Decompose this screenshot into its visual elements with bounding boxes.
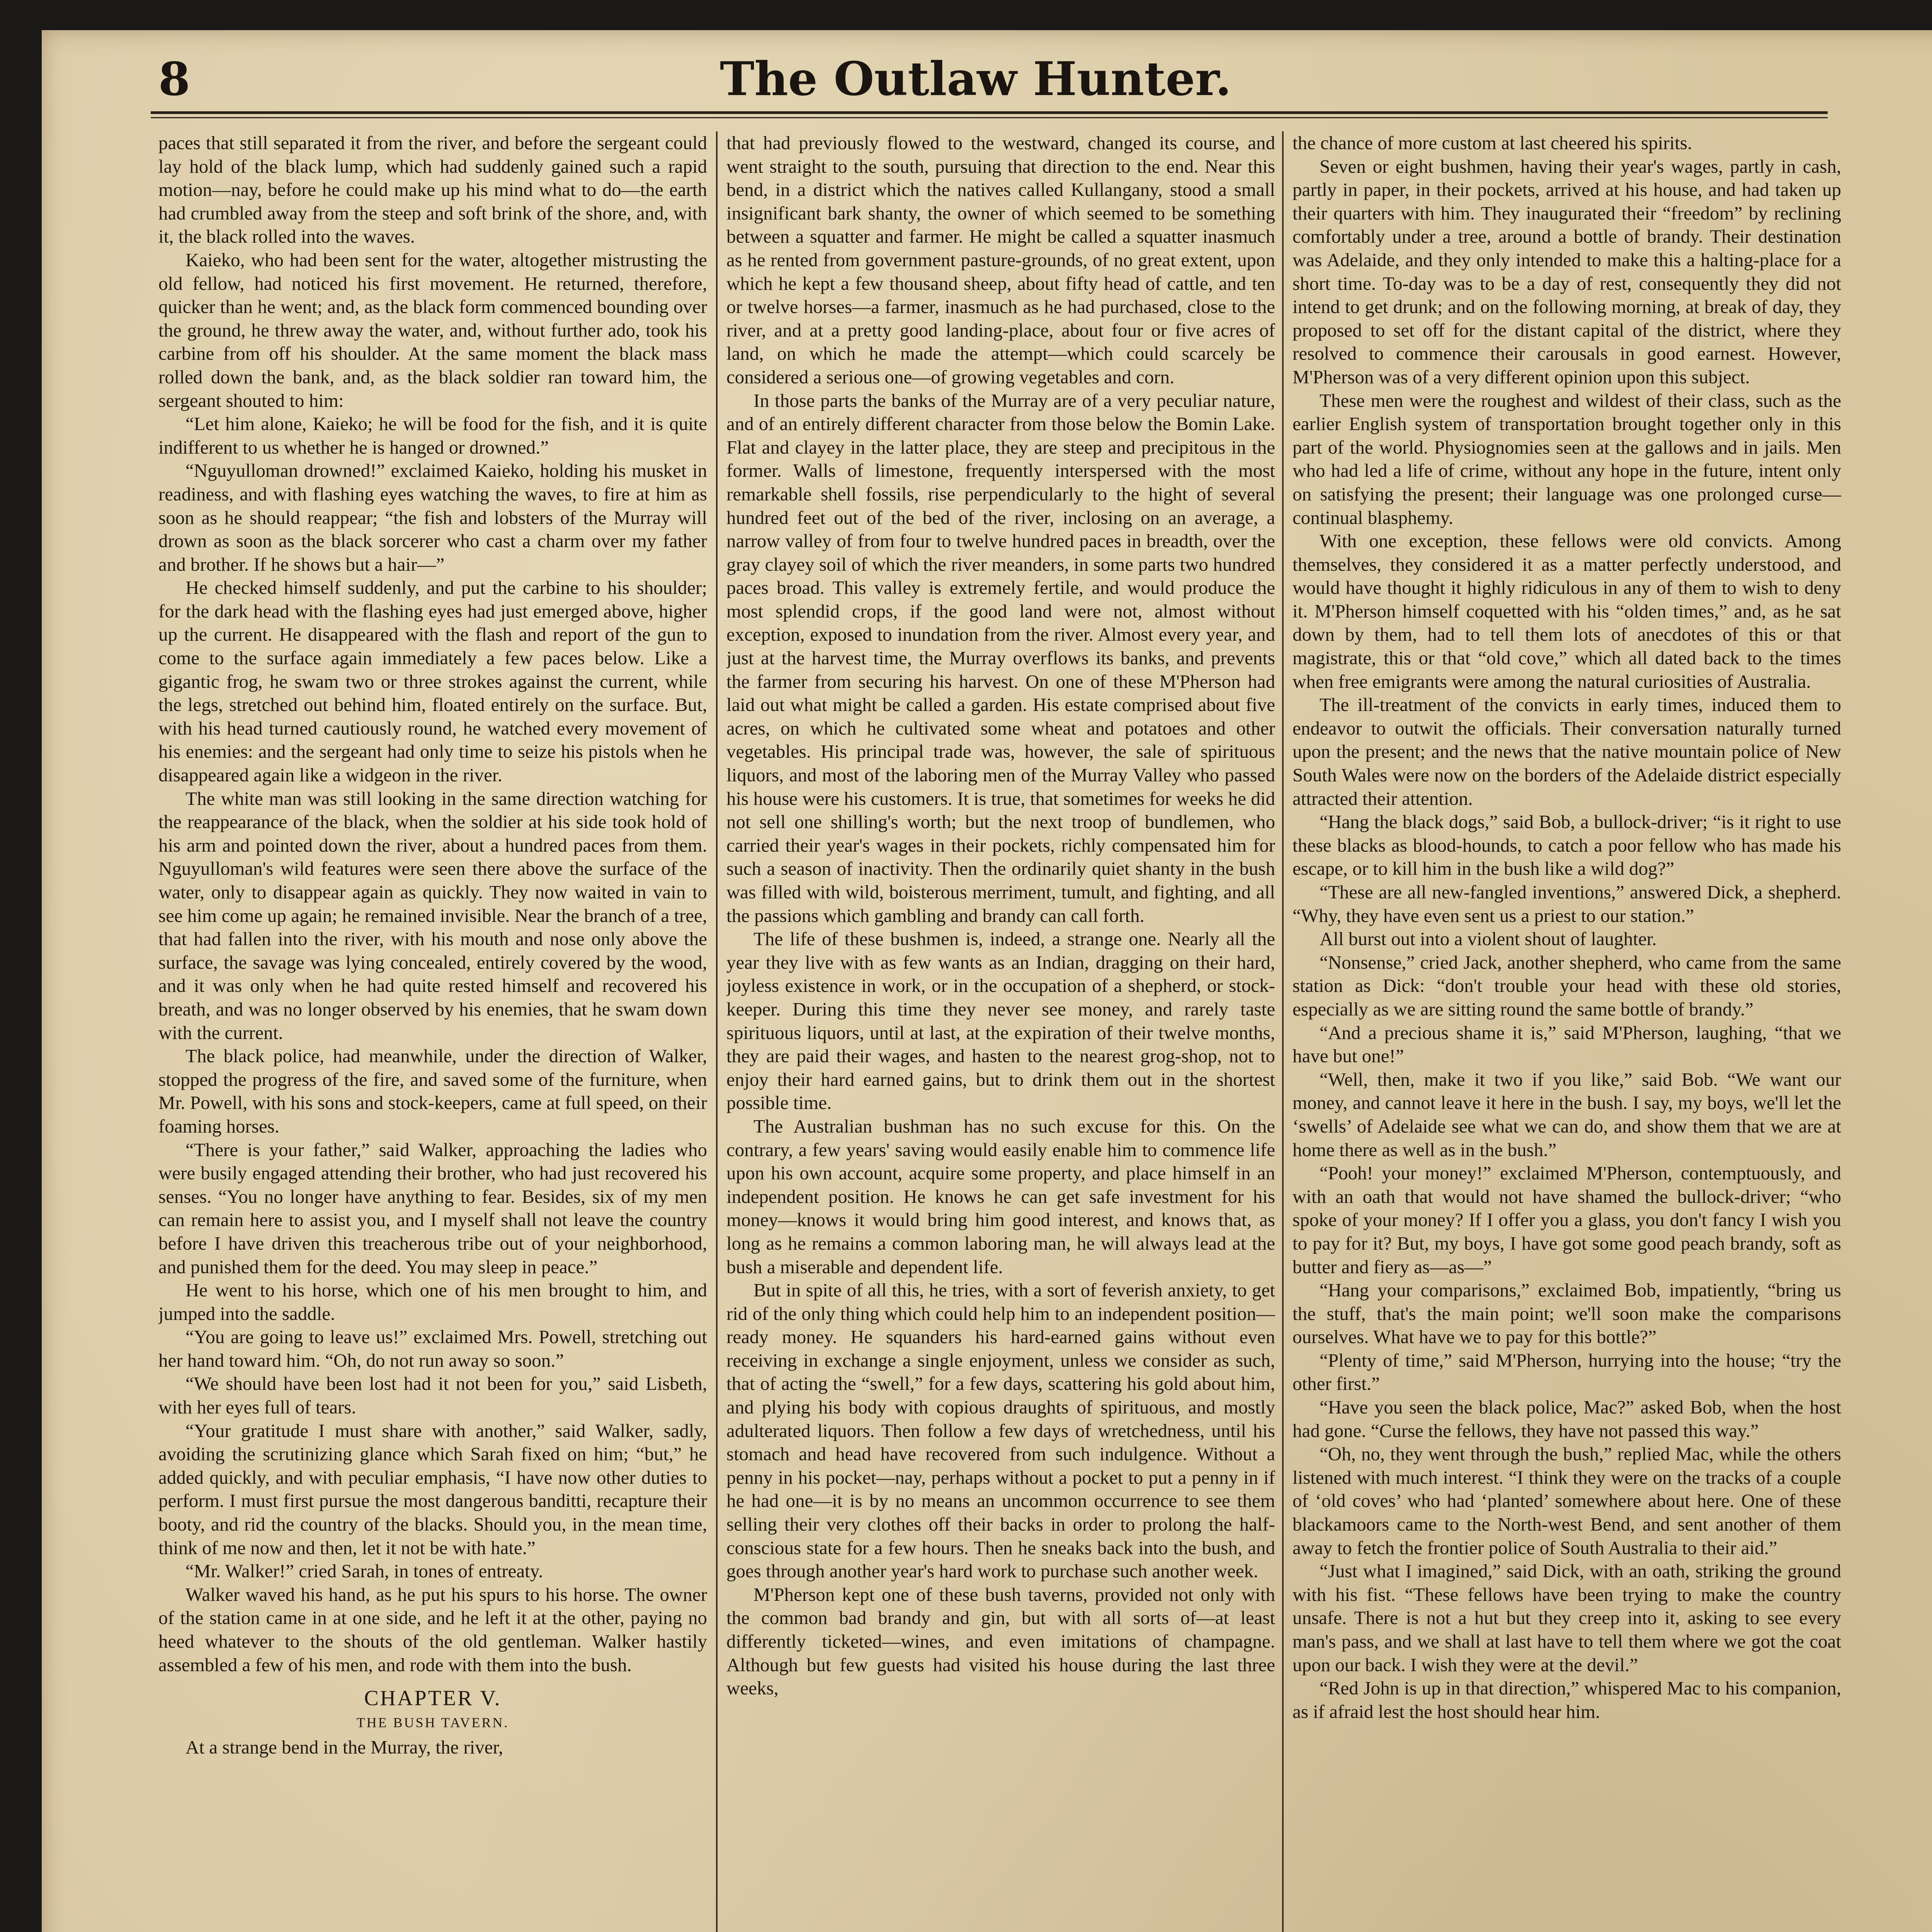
- article-paragraph: “There is your father,” said Walker, approaching the ladies who were busily engaged attending their brother, who had just recovered his senses. “You no longer have anything to fear. Besides, six of my men can remain here to assist you, and I myself shall not leave the country before I have driven this treacherous tribe out of your neighborhood, and punished them for the deed. You may sleep in peace.”: [158, 1139, 707, 1277]
- article-paragraph: The life of these bushmen is, indeed, a strange one. Nearly all the year they live with as few wants as an Indian, dragging on their hard, joyless existence in work, or in the occupation of a shepherd, or stock-keeper. During this time they never see money, and rarely taste spirituous liquors, until at last, at the expiration of their twelve months, they are paid their wages, and hasten to the nearest grog-shop, not to enjoy their hard earned gains, but to drink them out in the shortest possible time.: [726, 928, 1275, 1114]
- article-paragraph: “Just what I imagined,” said Dick, with an oath, striking the ground with his fist. “These fellows have been trying to make the country unsafe. There is not a hut but they creep into it, asking to see every man's pass, and we shall at last have to tell them where we got the coat upon our back. I wish they were at the devil.”: [1293, 1560, 1841, 1675]
- article-paragraph: With one exception, these fellows were old convicts. Among themselves, they considered it as a matter perfectly understood, and would have thought it highly ridiculous in any of them to wish to deny it. M'Pherson himself coquetted with his “olden times,” and, as he sat down by them, had to tell them lots of anecdotes of this or that magistrate, this or that “old cove,” which all dated back to the times when free emigrants were among the natural curiosities of Australia.: [1293, 530, 1841, 692]
- article-paragraph: All burst out into a violent shout of laughter.: [1320, 928, 1657, 950]
- article-paragraph: “Well, then, make it two if you like,” said Bob. “We want our money, and cannot leave it here in the bush. I say, my boys, we'll let the ‘swells’ of Adelaide see what we can do, and show them that we are at home there as well as in the bush.”: [1293, 1068, 1841, 1160]
- article-paragraph: “These are all new-fangled inventions,” answered Dick, a shepherd. “Why, they have even sent us a priest to our station.”: [1293, 881, 1841, 926]
- article-paragraph: The black police, had meanwhile, under the direction of Walker, stopped the progress of the fire, and saved some of the furniture, when Mr. Powell, with his sons and stock-keepers, came at full speed, on their foaming horses.: [158, 1045, 707, 1137]
- article-paragraph: “Oh, no, they went through the bush,” replied Mac, while the others listened with much interest. “I think they were on the tracks of a couple of ‘old coves’ who had ‘planted’ somewhere about here. One of these blackamoors came to the North-west Bend, and sent another of them away to fetch the frontier police of South Australia to their aid.”: [1293, 1443, 1841, 1558]
- article-paragraph: “And a precious shame it is,” said M'Pherson, laughing, “that we have but one!”: [1293, 1022, 1841, 1067]
- article-paragraph: But in spite of all this, he tries, with a sort of feverish anxiety, to get rid of the only thing which could help him to an independent position—ready money. He squanders his hard-earned gains without even receiving in exchange a single enjoyment, unless we consider as such, that of acting the “swell,” for a few days, scattering his gold about him, and plying his body with copious draughts of spirituous, and mostly adulterated liquors. Then follow a few days of wretchedness, until his stomach and head have recovered from such indulgence. Without a penny in his pocket—nay, perhaps without a pocket to put a penny in if he had one—it is by no means an uncommon occurrence to see them selling their very clothes off their backs in order to prolong the half-conscious state for a few hours. Then he sneaks back into the bush, and goes through another year's hard work to purchase such another week.: [726, 1279, 1275, 1582]
- article-paragraph: “Let him alone, Kaieko; he will be food for the fish, and it is quite indifferent to us whether he is hanged or drowned.”: [158, 413, 707, 458]
- article-paragraph: In those parts the banks of the Murray are of a very peculiar nature, and of an entirely different character from those below the Bomin Lake. Flat and clayey in the latter place, they are steep and precipitous in the former. Walls of limestone, frequently interspersed with the most remarkable shell fossils, rise perpendicularly to the hight of several hundred feet out of the bed of the river, inclosing on an average, a narrow valley of from four to twelve hundred paces in breadth, over the gray clayey soil of which the river meanders, in some parts two hundred paces broad. This valley is extremely fertile, and would produce the most splendid crops, if the good land were not, almost without exception, exposed to inundation from the river. Almost every year, and just at the harvest time, the Murray overflows its banks, and prevents the farmer from securing his harvest. On one of these M'Pherson had laid out what might be called a garden. His estate comprised about five acres, on which he cultivated some wheat and potatoes and other vegetables. His principal trade was, however, the sale of spirituous liquors, and most of the laboring men of the Murray Valley who passed his house were his customers. It is true, that sometimes for weeks he did not sell one shilling's worth; but the next troop of bundlemen, who carried their year's wages in their pockets, richly compensated him for such a season of inactivity. Then the ordinarily quiet shanty in the bush was filled with wild, boisterous merriment, tumult, and fighting, and all the passions which gambling and brandy can call forth.: [726, 389, 1275, 926]
- chapter-subtitle: THE BUSH TAVERN.: [356, 1714, 509, 1730]
- running-title: The Outlaw Hunter.: [720, 52, 1231, 106]
- article-paragraph: At a strange bend in the Murray, the river,: [185, 1736, 503, 1758]
- article-paragraph: “We should have been lost had it not been for you,” said Lisbeth, with her eyes full of tears.: [158, 1373, 707, 1418]
- article-paragraph: The ill-treatment of the convicts in early times, induced them to endeavor to outwit the officials. Their conversation naturally turned upon the present; and the news that the native mountain police of New South Wales were now on the borders of the Adelaide district especially attracted their attention.: [1293, 694, 1841, 809]
- article-paragraph: The Australian bushman has no such excuse for this. On the contrary, a few years' saving would easily enable him to commence life upon his own account, acquire some property, and place himself in an independent position. He knows he can get safe investment for his money—knows it would bring him good interest, and knows that, as long as he remains a common laboring man, he will always lead at the bush a miserable and dependent life.: [726, 1115, 1275, 1277]
- article-paragraph: “Red John is up in that direction,” whispered Mac to his companion, as if afraid lest the host should hear him.: [1293, 1677, 1841, 1722]
- article-paragraph: Kaieko, who had been sent for the water, altogether mistrusting the old fellow, had noticed his first movement. He returned, therefore, quicker than he went; and, as the black form commenced bounding over the ground, he threw away the water, and, without further ado, took his carbine from off his shoulder. At the same moment the black mass rolled down the bank, and, as the black soldier ran toward him, the sergeant shouted to him:: [158, 249, 707, 411]
- text-column-3: [1293, 131, 1841, 1932]
- page-number: 8: [158, 52, 190, 106]
- article-paragraph: “Hang your comparisons,” exclaimed Bob, impatiently, “bring us the stuff, that's the main point; we'll soon make the comparisons ourselves. What have we to pay for this bottle?”: [1293, 1279, 1841, 1348]
- article-paragraph: “Pooh! your money!” exclaimed M'Pherson, contemptuously, and with an oath that would not have shamed the bullock-driver; “who spoke of your money? If I offer you a glass, you don't fancy I wish you to pay for it? But, my boys, I have got some good peach brandy, soft as butter and fiery as—as—”: [1293, 1162, 1841, 1277]
- article-paragraph: “Your gratitude I must share with another,” said Walker, sadly, avoiding the scrutinizing glance which Sarah fixed on him; “but,” he added quickly, and with peculiar emphasis, “I have now other duties to perform. I must first pursue the most dangerous banditti, recapture their booty, and rid the country of the blacks. Should you, in the mean time, think of me now and then, let it not be with hate.”: [158, 1420, 707, 1558]
- article-paragraph: Walker waved his hand, as he put his spurs to his horse. The owner of the station came in at one side, and he left it at the other, paying no heed whatever to the shouts of the old gentleman. Walker hastily assembled a few of his men, and rode with them into the bush.: [158, 1583, 707, 1675]
- article-paragraph: These men were the roughest and wildest of their class, such as the earlier English system of transportation brought together only in this part of the world. Physiognomies seen at the gallows and in jails. Men who had led a life of crime, without any hope in the future, intent only on satisfying the present; their language was one prolonged curse—continual blasphemy.: [1293, 389, 1841, 528]
- article-paragraph: M'Pherson kept one of these bush taverns, provided not only with the common bad brandy and gin, but with all sorts of—at least differently ticketed—wines, and even imitations of champagne. Although but few guests had visited his house during the last three weeks,: [726, 1583, 1275, 1699]
- article-paragraph: “Nguyulloman drowned!” exclaimed Kaieko, holding his musket in readiness, and with flashing eyes watching the waves, to fire at him as soon as he should reappear; “the fish and lobsters of the Murray will drown as soon as the black sorcerer who cast a charm over my father and brother. If he shows but a hair—”: [158, 460, 707, 575]
- article-paragraph: “Hang the black dogs,” said Bob, a bullock-driver; “is it right to use these blacks as blood-hounds, to catch a poor fellow who has made his escape, or to kill him in the bush like a wild dog?”: [1293, 811, 1841, 879]
- article-paragraph: the chance of more custom at last cheered his spirits.: [1293, 132, 1692, 153]
- article-paragraph: “Have you seen the black police, Mac?” asked Bob, when the host had gone. “Curse the fellows, they have not passed this way.”: [1293, 1396, 1841, 1441]
- article-paragraph: He checked himself suddenly, and put the carbine to his shoulder; for the dark head with the flashing eyes had just emerged above, higher up the current. He disappeared with the flash and report of the gun to come to the surface again immediately a few paces below. Like a gigantic frog, he swam two or three strokes against the current, while the legs, stretched out behind him, floated entirely on the surface. But, with his head turned cautiously round, he watched every movement of his enemies: and the sergeant had only time to seize his pistols when he disappeared again like a widgeon in the river.: [158, 577, 707, 786]
- article-paragraph: The white man was still looking in the same direction watching for the reappearance of the black, when the soldier at his side took hold of his arm and pointed down the river, about a hundred paces from them. Nguyulloman's wild features were seen there above the surface of the water, only to disappear again as quickly. They now waited in vain to see him come up again; he remained invisible. Near the branch of a tree, that had fallen into the river, with his mouth and nose only above the surface, the savage was lying concealed, entirely covered by the wood, and it was only when he had quite rested himself and recovered his breath, and was no longer observed by his enemies, that he swam down with the current.: [158, 787, 707, 1043]
- article-paragraph: paces that still separated it from the river, and before the sergeant could lay hold of the black lump, which had suddenly gained such a rapid motion—nay, before he could make up his mind what to do—the earth had crumbled away from the steep and soft brink of the shore, and, with it, the black rolled into the waves.: [158, 132, 707, 247]
- article-paragraph: that had previously flowed to the westward, changed its course, and went straight to the south, pursuing that direction to the end. Near this bend, in a district which the natives called Kullangany, stood a small insignificant bark shanty, the owner of which seemed to be something between a squatter and farmer. He might be called a squatter inasmuch as he rented from government pasture-grounds, of no great extent, upon which he kept a few thousand sheep, about fifty head of cattle, and ten or twelve horses—a farmer, inasmuch as he had purchased, close to the river, and at a pretty good landing-place, about four or five acres of land, on which he made the attempt—which could scarcely be considered a serious one—of growing vegetables and corn.: [726, 132, 1275, 388]
- column-separator: [716, 131, 718, 1932]
- article-paragraph: He went to his horse, which one of his men brought to him, and jumped into the saddle.: [158, 1279, 707, 1324]
- text-column-1: [158, 131, 707, 1932]
- page-header: [116, 46, 1835, 108]
- header-rule: [151, 111, 1828, 118]
- article-paragraph: Seven or eight bushmen, having their year's wages, partly in cash, partly in paper, in their pockets, arrived at his house, and had taken up their quarters with him. They inaugurated their “freedom” by reclining comfortably under a tree, around a bottle of brandy. Their destination was Adelaide, and they only intended to make this a halting-place for a short time. To-day was to be a day of rest, consequently they did not intend to get drunk; and on the following morning, at break of day, they proposed to set off for the distant capital of the district, where they resolved to commence their carousals in good earnest. However, M'Pherson was of a very different opinion upon this subject.: [1293, 155, 1841, 388]
- article-paragraph: “You are going to leave us!” exclaimed Mrs. Powell, stretching out her hand toward him. “Oh, do not run away so soon.”: [158, 1326, 707, 1371]
- chapter-heading: CHAPTER V.: [364, 1686, 502, 1711]
- column-separator: [1282, 131, 1284, 1932]
- article-paragraph: “Mr. Walker!” cried Sarah, in tones of entreaty.: [185, 1560, 543, 1582]
- article-paragraph: “Nonsense,” cried Jack, another shepherd, who came from the same station as Dick: “don't trouble your head with these old stories, especially as we are sitting round the same bottle of brandy.”: [1293, 951, 1841, 1020]
- article-paragraph: “Plenty of time,” said M'Pherson, hurrying into the house; “try the other first.”: [1293, 1349, 1841, 1395]
- text-column-2: [726, 131, 1275, 1932]
